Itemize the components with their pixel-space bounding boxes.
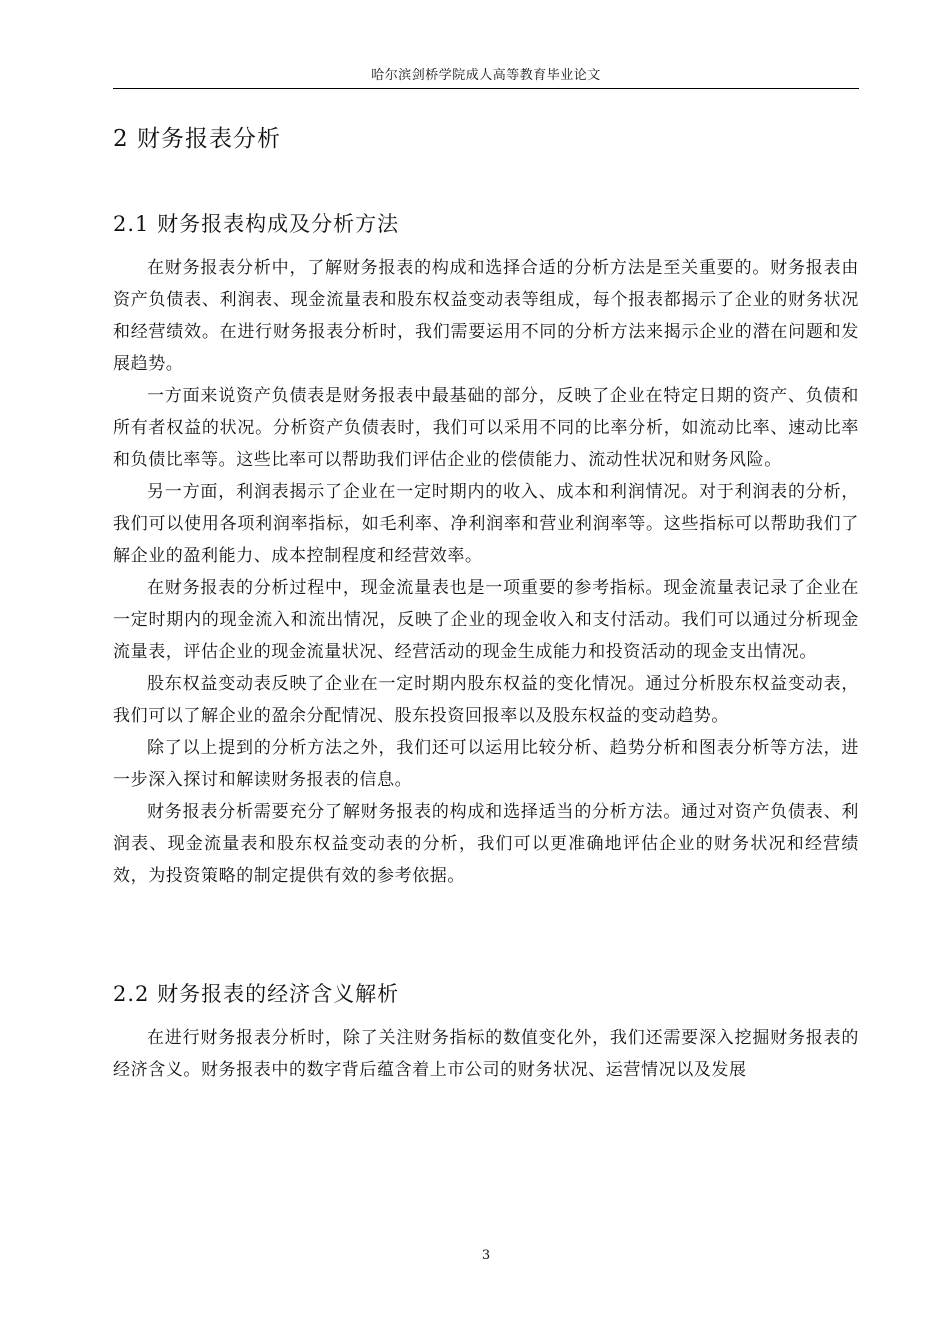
- paragraph: 在财务报表分析中，了解财务报表的构成和选择合适的分析方法是至关重要的。财务报表由资产负债表、利润表、现金流量表和股东权益变动表等组成，每个报表都揭示了企业的财务状况和经营绩效。在进行财务报表分析时，我们需要运用不同的分析方法来揭示企业的潜在问题和发展趋势。: [113, 258, 859, 374]
- section-title-2-1: 2.1 财务报表构成及分析方法: [113, 212, 400, 236]
- section-title-2-2: 2.2 财务报表的经济含义解析: [113, 982, 400, 1006]
- header-rule: [113, 88, 859, 89]
- paragraph: 另一方面，利润表揭示了企业在一定时期内的收入、成本和利润情况。对于利润表的分析，我们可以使用各项利润率指标，如毛利率、净利润率和营业利润率等。这些指标可以帮助我们了解企业的盈利能力、成本控制程度和经营效率。: [113, 482, 859, 566]
- paragraph: 一方面来说资产负债表是财务报表中最基础的部分，反映了企业在特定日期的资产、负债和所有者权益的状况。分析资产负债表时，我们可以采用不同的比率分析，如流动比率、速动比率和负债比率等。这些比率可以帮助我们评估企业的偿债能力、流动性状况和财务风险。: [113, 386, 859, 470]
- section-2-1-body: [113, 252, 859, 892]
- paragraph: 股东权益变动表反映了企业在一定时期内股东权益的变化情况。通过分析股东权益变动表，我们可以了解企业的盈余分配情况、股东投资回报率以及股东权益的变动趋势。: [113, 674, 859, 726]
- paragraph: 在进行财务报表分析时，除了关注财务指标的数值变化外，我们还需要深入挖掘财务报表的经济含义。财务报表中的数字背后蕴含着上市公司的财务状况、运营情况以及发展: [113, 1028, 859, 1080]
- paragraph: 除了以上提到的分析方法之外，我们还可以运用比较分析、趋势分析和图表分析等方法，进一步深入探讨和解读财务报表的信息。: [113, 738, 859, 790]
- page-number: 3: [481, 1248, 491, 1263]
- paragraph: 财务报表分析需要充分了解财务报表的构成和选择适当的分析方法。通过对资产负债表、利润表、现金流量表和股东权益变动表的分析，我们可以更准确地评估企业的财务状况和经营绩效，为投资策略的制定提供有效的参考依据。: [113, 802, 859, 886]
- paragraph: 在财务报表的分析过程中，现金流量表也是一项重要的参考指标。现金流量表记录了企业在一定时期内的现金流入和流出情况，反映了企业的现金收入和支付活动。我们可以通过分析现金流量表，评估企业的现金流量状况、经营活动的现金生成能力和投资活动的现金支出情况。: [113, 578, 859, 662]
- section-2-2-body: [113, 1022, 859, 1086]
- chapter-title: 2 财务报表分析: [113, 126, 281, 152]
- running-header: 哈尔滨剑桥学院成人高等教育毕业论文: [371, 68, 601, 83]
